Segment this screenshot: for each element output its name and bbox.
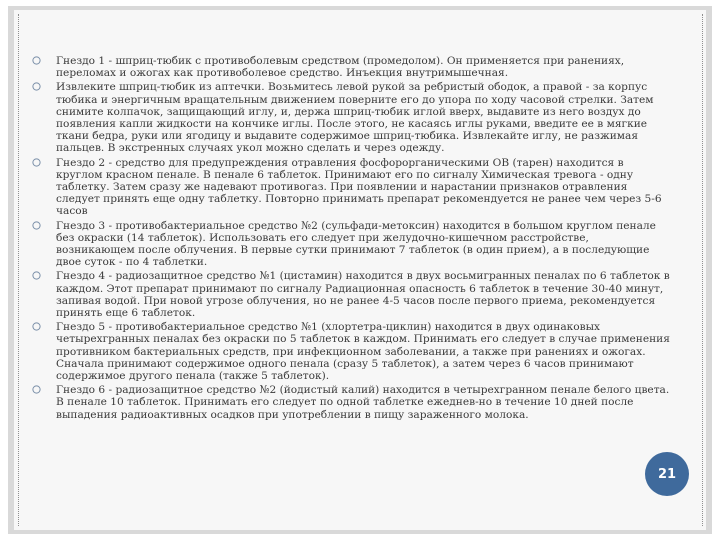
- list-item-text: Гнездо 6 - радиозащитное средство №2 (йодистый калий) находится в четырехгранном пенале белого цвета. В пенале 10 таблеток. Принимать его следует по одной таблетке ежеднев-но в течение 10 дней после выпадения радиоактивных осадков при употреблении в пищу зараженного молока.: [56, 384, 670, 421]
- list-item-text: Гнездо 4 - радиозащитное средство №1 (цистамин) находится в двух восьмигранных пеналах по 6 таблеток в каждом. Этот препарат принимают по сигналу Радиационная опасность 6 таблеток в течение 30-40 минут, запивая водой. При новой угрозе облучения, но не ранее 4-5 часов после первого приема, рекомендуется принять еще 6 таблеток.: [56, 270, 670, 320]
- list-item: [30, 321, 670, 382]
- circle-bullet-icon: [32, 322, 41, 331]
- circle-bullet-icon: [32, 221, 41, 230]
- list-item: [30, 220, 670, 269]
- dotted-border-right: [702, 14, 703, 526]
- list-item-text: Гнездо 2 - средство для предупреждения отравления фосфорорганическими ОВ (тарен) находится в круглом красном пенале. В пенале 6 таблеток. Принимают его по сигналу Химическая тревога - одну таблетку. Затем сразу же надевают противогаз. При появлении и нарастании признаков отравления следует принять еще одну таблетку. Повторно принимать препарат рекомендуется не ранее чем через 5-6 часов: [56, 156, 662, 218]
- circle-bullet-icon: [32, 56, 41, 65]
- page-number-badge: 21: [645, 452, 689, 496]
- circle-bullet-icon: [32, 385, 41, 394]
- dotted-border-left: [18, 14, 19, 526]
- list-item: [30, 55, 670, 79]
- list-item: [30, 157, 670, 218]
- list-item: [30, 384, 670, 421]
- circle-bullet-icon: [32, 82, 41, 91]
- slide-content: [30, 55, 670, 423]
- list-item: [30, 81, 670, 154]
- list-item: [30, 270, 670, 319]
- list-item-text: Гнездо 3 - противобактериальное средство №2 (сульфади-метоксин) находится в большом круглом пенале без окраски (14 таблеток). Использовать его следует при желудочно-кишечном расстройстве, возникающем после облучения. В первые сутки принимают 7 таблеток (в один прием), а в последующие двое суток - по 4 таблетки.: [56, 219, 656, 269]
- circle-bullet-icon: [32, 271, 41, 280]
- list-item-text: Извлеките шприц-тюбик из аптечки. Возьмитесь левой рукой за ребристый ободок, а правой - за корпус тюбика и энергичным вращательным движением поверните его до упора по ходу часовой стрелки. Затем снимите колпачок, защищающий иглу, и, держа шприц-тюбик иглой вверх, выдавите из него воздух до появления капли жидкости на кончике иглы. После этого, не касаясь иглы руками, введите ее в мягкие ткани бедра, руки или ягодицу и выдавите содержимое шприц-тюбика. Извлекайте иглу, не разжимая пальцев. В экстренных случаях укол можно сделать и через одежду.: [56, 81, 654, 155]
- circle-bullet-icon: [32, 158, 41, 167]
- list-item-text: Гнездо 5 - противобактериальное средство №1 (хлортетра-циклин) находится в двух одинаковых четырехгранных пеналах без окраски по 5 таблеток в каждом. Принимать его следует в случае применения противником бактериальных средств, при инфекционном заболевании, а также при ранениях и ожогах. Сначала принимают содержимое одного пенала (сразу 5 таблеток), а затем через 6 часов принимают содержимое другого пенала (также 5 таблеток).: [56, 321, 670, 383]
- list-item-text: Гнездо 1 - шприц-тюбик с противоболевым средством (промедолом). Он применяется при ранениях, переломах и ожогах как противоболевое средство. Инъекция внутримышечная.: [56, 55, 625, 80]
